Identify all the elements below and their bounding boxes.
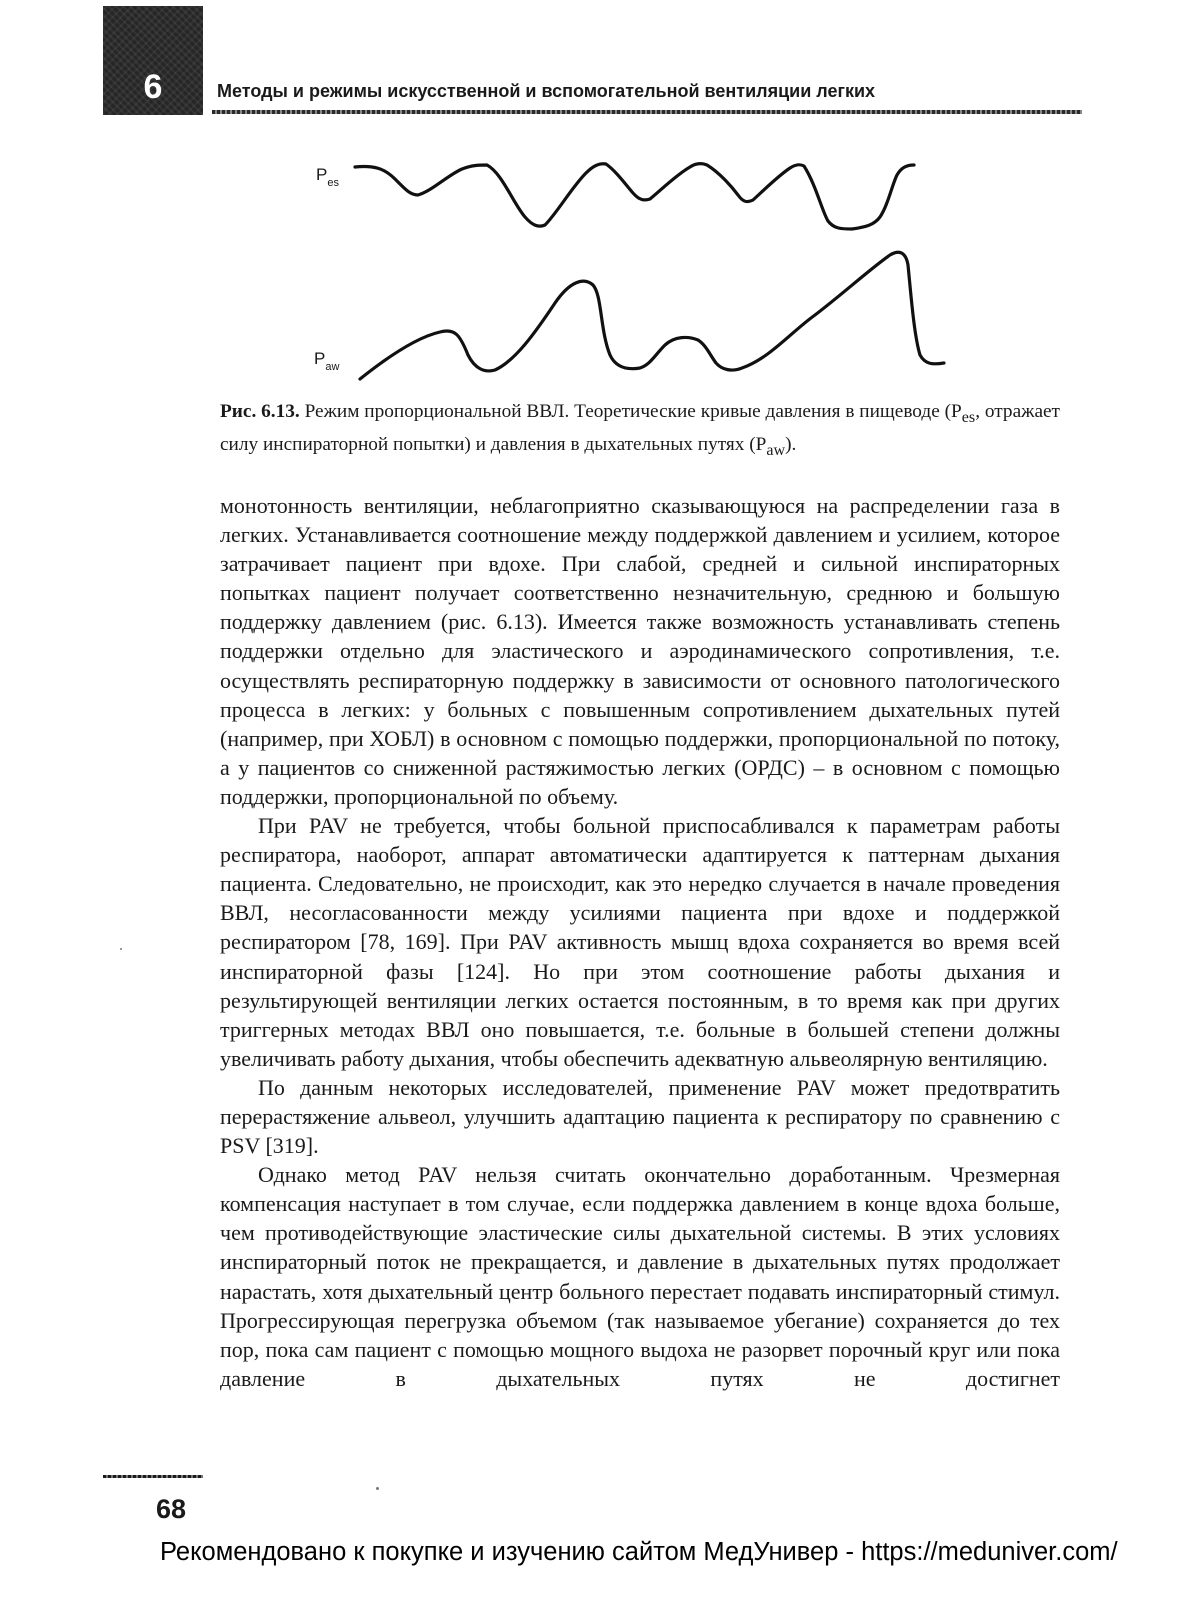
body-text (220, 491, 1060, 1393)
scan-speck (376, 1487, 379, 1490)
footer-divider (103, 1475, 203, 1478)
figure-caption-sub-1: es (961, 408, 976, 426)
figure-caption-text-1: Режим пропорциональной ВВЛ. Теоретические кривые давления в пищеводе (P (299, 401, 962, 422)
chapter-number: 6 (143, 68, 163, 106)
figure-caption (220, 398, 1060, 464)
paragraph: По данным некоторых исследователей, применение PAV может предотвратить перерастяжение альвеол, улучшить адаптацию пациента к респиратору по сравнению с PSV [319]. (220, 1074, 1060, 1159)
figure-caption-text-3: ). (785, 433, 797, 455)
page-number: 68 (156, 1494, 187, 1524)
paragraph: монотонность вентиляции, неблагоприятно сказывающуюся на распределении газа в легких. Устанавливается соотношение между поддержкой давлением и усилием, которое затрачивает пациент при вдохе. При слабой, средней и сильной инспираторных попытках пациент получает соответственно незначительную, среднюю и большую поддержку давлением (рис. 6.13). Имеется также возможность устанавливать степень поддержки отдельно для эластического и аэродинамического сопротивления, т.е. осуществлять респираторную поддержку в зависимости от основного патологического процесса в легких: у больных с повышенным сопротивлением дыхательных путей (например, при ХОБЛ) в основном с помощью поддержки, пропорциональной по потоку, а у пациентов со сниженной растяжимостью легких (ОРДС) – в основном с помощью поддержки, пропорциональной по объему. (220, 493, 1060, 809)
chapter-tab (103, 6, 203, 115)
paw-label: $P_{aw}$ (314, 349, 340, 373)
pressure-curves-svg (310, 155, 1010, 395)
scan-speck (120, 948, 122, 950)
paw-curve (360, 252, 944, 379)
paragraph: Однако метод PAV нельзя считать окончательно доработанным. Чрезмерная компенсация наступает в том случае, если поддержка давлением в конце вдоха больше, чем противодействующие эластические силы дыхательной системы. В этих условиях инспираторный поток не прекращается, и давление в дыхательных путях продолжает нарастать, хотя дыхательный центр больного перестает подавать инспираторный стимул. Прогрессирующая перегрузка объемом (так называемое убегание) сохраняется до тех пор, пока сам пациент с помощью мощного выдоха не разорвет порочный круг или пока давление в дыхательных путях не достигнет (220, 1162, 1060, 1391)
figure-caption-sub-2: aw (766, 441, 786, 459)
paragraph: При PAV не требуется, чтобы больной приспосабливался к параметрам работы респиратора, наоборот, аппарат автоматически адаптируется к паттернам дыхания пациента. Следовательно, не происходит, как это нередко случается в начале проведения ВВЛ, несогласованности между усилиями пациента при вдохе и поддержкой респиратором [78, 169]. При PAV активность мышц вдоха сохраняется во время всей инспираторной фазы [124]. Но при этом соотношение работы дыхания и результирующей вентиляции легких остается постоянным, в то время как при других триггерных методах ВВЛ оно повышается, т.е. больные в большей степени должны увеличивать работу дыхания, чтобы обеспечить адекватную альвеолярную вентиляцию. (220, 813, 1060, 1071)
running-head-title: Методы и режимы искусственной и вспомогательной вентиляции легких (217, 81, 876, 101)
pes-curve (355, 164, 914, 229)
figure-pressure-curves (310, 155, 1010, 395)
figure-caption-text-2: , отражает силу инспираторной попытки) и давления в дыхательных путях (P (220, 401, 1060, 455)
figure-caption-label: Рис. 6.13. (220, 401, 300, 422)
header-divider (212, 110, 1082, 114)
pes-label: $P_{es}$ (316, 165, 339, 189)
footer-recommendation: Рекомендовано к покупке и изучению сайтом МедУнивер - https://meduniver.com/ (160, 1538, 1118, 1566)
